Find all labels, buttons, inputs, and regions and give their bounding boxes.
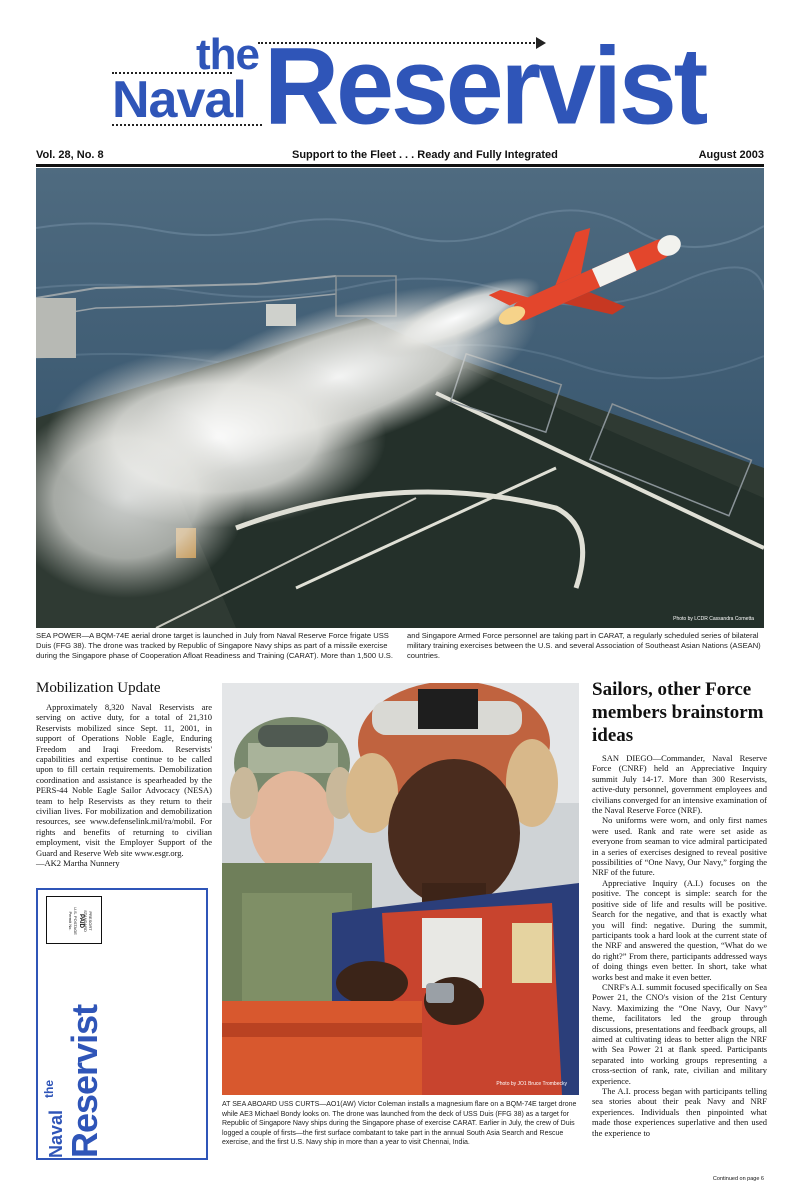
postage-line-3: U.S. POSTAGE [73, 907, 78, 935]
sailors-paragraph: No uniforms were worn, and only first names were used. Rank and rate were set aside as everyone from seaman to vice admiral participated in a series of exercises designed to reveal positive possibilities of “One Navy, Our Navy,” forging the NRF of the future. [592, 815, 767, 878]
sailors-paragraph: CNRF's A.I. summit focused specifically on Sea Power 21, the CNO's vision of the 21st Century Navy. Maximizing the “One Navy, Our Navy” theme, facilitators led the group through discussions, presentations and feedback groups, all aimed at cultivating ideas to better align the NRF with Sea Power 21 at flank speed. Participants separated into working groups representing a cross-section of rank, rate, civilian and military experience. [592, 981, 767, 1086]
article-signature: —AK2 Martha Nunnery [36, 858, 120, 869]
drone-launch-photo-icon [36, 168, 764, 628]
mobilization-update-body: Approximately 8,320 Naval Reservists are serving on active duty, for a total of 21,310 Reservists mobilized since Sept. 11, 2001, in support of Operations Noble Eagle, Enduring Freedom and Iraqi Freedom. Reservists' capabilities and expertise continue to be called upon to fill certain requirements. Demobilization coordination and assistance is spearheaded by the PERS-44 Noble Eagle Sailor Advocacy (NESA) team to help Reservists as they return to their civilian lives. For mobilization and demobilization resources, see www.defenselink.mil/ra/mobil. For rights and benefits of returning to civilian employment, visit the Employer Support of the Guard and Reserve Web site www.esgr.org. [36, 702, 212, 858]
continued-on-page: Continued on page 6 [712, 1176, 764, 1182]
postage-text [43, 901, 93, 941]
sailors-article-body [592, 753, 767, 1138]
issue-info-bar [36, 147, 764, 165]
sailors-paragraph: Appreciative Inquiry (A.I.) focuses on the positive. The concept is simple: search for the positive side of life and results will be positive. Search for the negative, and that is exactly what you will find: negative. During the summit, participants took a hard look at the current state of the NRF and answered the question, “What do we do right?” From there, participants addressed ways of doing things even better. In short, take what works best and make it even better. [592, 877, 767, 982]
mobilization-update-heading: Mobilization Update [36, 680, 161, 696]
postage-line-2: PAID [78, 914, 84, 928]
masthead-reservist: Reservist [264, 25, 706, 148]
cover-photo-credit: Photo by LCDR Cassandra Cornetta [673, 616, 754, 622]
vertical-logo-the: the [42, 1080, 56, 1098]
sailors-article-heading: Sailors, other Force members brainstorm ideas [592, 679, 764, 746]
sailors-paragraph: SAN DIEGO—Commander, Naval Reserve Force (CNRF) held an Appreciative Inquiry summit July 14-17. More than 300 Reservists, active-duty personnel, government employees and civilians converged for an intensive examination of the Naval Reserve Force (NRF). [592, 753, 767, 816]
masthead-naval: Naval [112, 71, 246, 129]
volume-number: Vol. 28, No. 8 [36, 149, 104, 161]
issue-date: August 2003 [698, 149, 764, 161]
postage-indicia [46, 896, 102, 944]
postage-line-1: PRESORT STANDARD [83, 910, 93, 932]
center-photo-credit: Photo by JO1 Bruce Trombecky [496, 1081, 567, 1087]
vertical-logo-naval: Naval [46, 1109, 66, 1158]
cover-photo [36, 168, 764, 628]
vertical-logo-reservist: Reservist [64, 1004, 105, 1158]
mailing-panel [36, 888, 208, 1160]
center-photo [222, 683, 579, 1095]
cover-caption: SEA POWER—A BQM-74E aerial drone target is launched in July from Naval Reserve Force frigate USS Duis (FFG 38). The drone was tracked by Republic of Singapore Navy ships as part of a missile exercise during the Singapore phase of Cooperation Afloat Readiness and Training (CARAT). More than 1,500 U.S. and Singapore Armed Force personnel are taking part in CARAT, a regularly scheduled series of bilateral military training exercises between the U.S. and several Association of Southeast Asian Nations (ASEAN) countries. [36, 631, 761, 660]
postage-line-4: Permit No. [68, 911, 73, 931]
center-photo-caption: AT SEA ABOARD USS CURTS—AO1(AW) Victor Coleman installs a magnesium flare on a BQM-74E target drone while AE3 Michael Bondy looks on. The drone was launched from the deck of USS Duis (FFG 38) as a target for Republic of Singapore Navy ships during the Singapore phase of exercise CARAT. Earlier in July, the crew of Duis logged a couple of firsts—the first surface combatant to take part in the annual South Asia Search and Rescue exercise, and the first U.S. Navy ship in more than a year to visit Chennai, India. [222, 1101, 577, 1147]
masthead [0, 0, 800, 148]
vertical-logo [40, 958, 105, 1158]
mobilization-update-article [36, 702, 212, 869]
motto: Support to the Fleet . . . Ready and Fully Integrated [292, 149, 558, 161]
masthead-the: the [196, 30, 259, 79]
sailors-photo-icon [222, 683, 579, 1095]
header-rule [36, 164, 764, 167]
sailors-paragraph: The A.I. process began with participants telling sea stories about their peak Navy and NRF experiences. Individuals then pinpointed what made those experiences superlative and then used the experience to [592, 1086, 767, 1138]
